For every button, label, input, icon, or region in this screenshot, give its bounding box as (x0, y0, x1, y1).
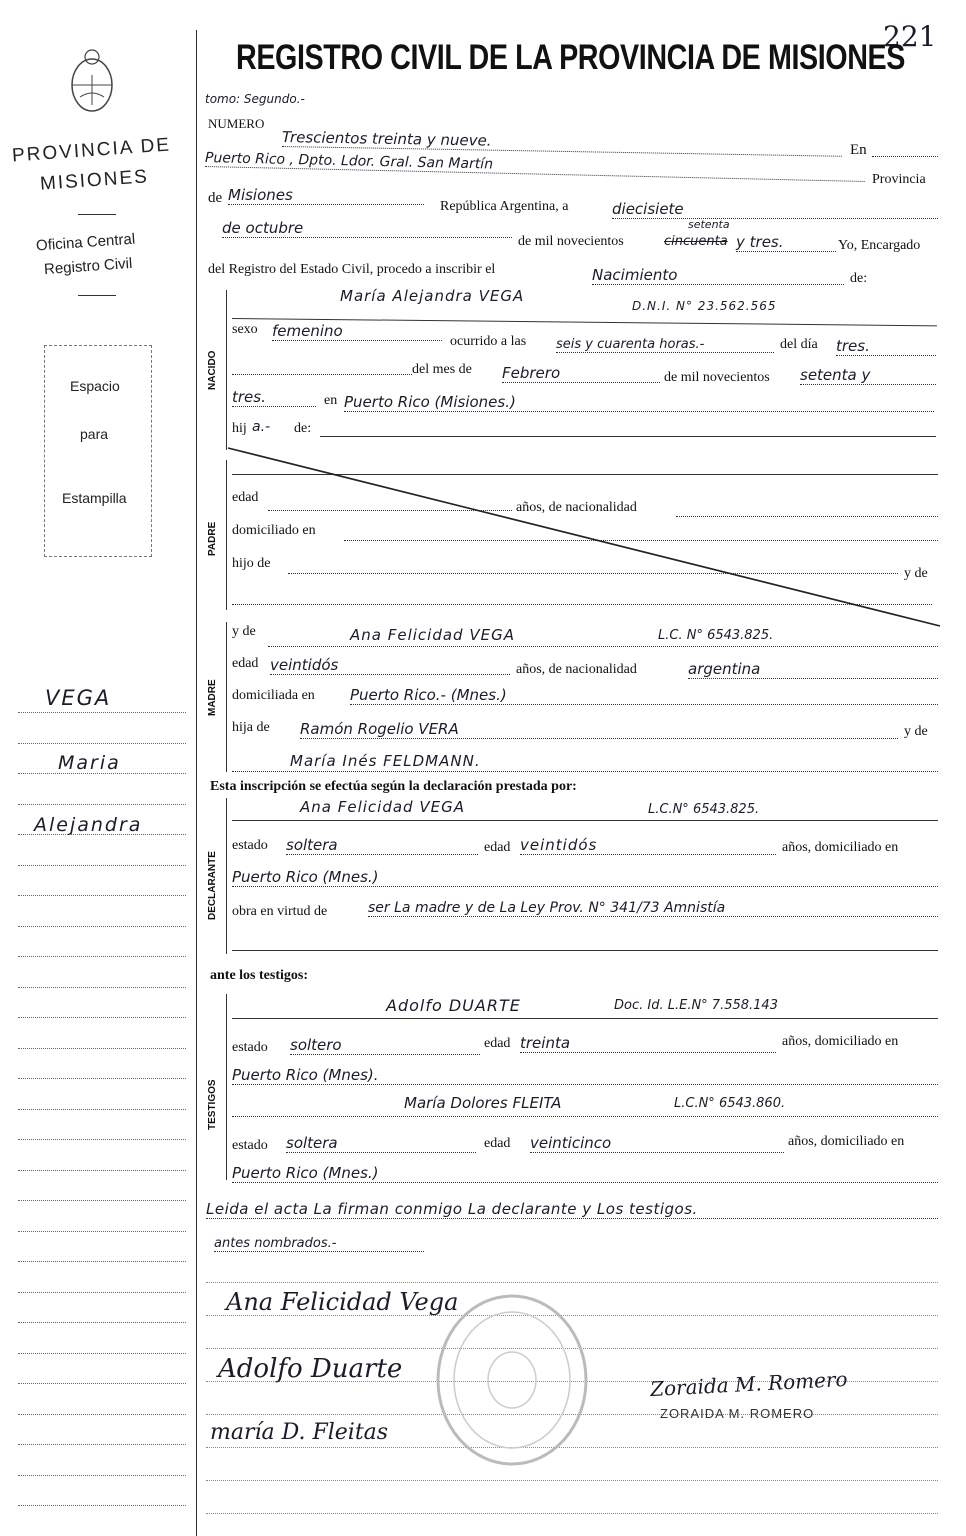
day: diecisiete (612, 200, 938, 219)
t2-edad-label: edad (484, 1136, 511, 1151)
hija-suffix: a.- (252, 419, 271, 435)
numero-label: NUMERO (208, 116, 265, 131)
province: Misiones (228, 186, 424, 205)
office-line2: Registro Civil (43, 254, 133, 279)
madre-dom-label: domiciliada en (232, 688, 315, 703)
section-madre: MADRE (207, 679, 218, 716)
margin-rule-line (18, 1475, 186, 1476)
ocurrido-label: ocurrido a las (450, 334, 527, 349)
t1-estado-label: estado (232, 1040, 268, 1055)
republica-label: República Argentina, a (440, 199, 569, 214)
margin-rule-line (18, 712, 186, 713)
province-line2: MISIONES (39, 166, 150, 195)
t2-domicilio: Puerto Rico (Mnes.) (232, 1164, 938, 1183)
padre-yde-label: y de (904, 566, 928, 581)
hora: seis y cuarenta horas.- (556, 337, 774, 353)
officer-stamp: ZORAIDA M. ROMERO (660, 1406, 815, 1421)
t2-estado: soltera (286, 1134, 476, 1153)
margin-rule-line (18, 1505, 186, 1506)
hija-de: de: (294, 421, 312, 436)
cancel-strike-line (226, 446, 942, 628)
signature-rule-line (206, 1480, 938, 1481)
coat-of-arms-icon (62, 45, 122, 124)
declarante-obra: ser La madre y de La Ley Prov. N° 341/73 Amnistía (368, 900, 938, 917)
place: Puerto Rico , Dpto. Ldor. Gral. San Martín (205, 150, 865, 182)
testigos-intro: ante los testigos: (210, 968, 308, 983)
madre-yde-label: y de (232, 624, 256, 639)
official-seal-icon (432, 1290, 592, 1474)
section-testigos: TESTIGOS (207, 1079, 218, 1130)
madre-name: Ana Felicidad VEGA (350, 626, 515, 644)
margin-rule-line (18, 1109, 186, 1110)
sexo-label: sexo (232, 322, 258, 337)
margin-surname: VEGA (45, 686, 112, 710)
stamp-space-3: Estampilla (62, 490, 127, 506)
t1-name: Adolfo DUARTE (386, 996, 521, 1015)
declarante-edad: veintidós (520, 836, 776, 855)
t2-edad: veinticinco (530, 1134, 784, 1153)
registry-label: del Registro del Estado Civil, procedo a inscribir el (208, 262, 496, 277)
padre-dom-label: domiciliado en (232, 523, 316, 538)
margin-rule-line (18, 1048, 186, 1049)
margin-rule-line (18, 773, 186, 774)
t2-doc: L.C.N° 6543.860. (674, 1096, 786, 1111)
madre-yde2: y de (904, 724, 928, 739)
t1-domicilio: Puerto Rico (Mnes). (232, 1066, 938, 1085)
numero-value: Trescientos treinta y nueve. (282, 128, 842, 157)
margin-rule-line (18, 926, 186, 927)
padre-edad-label: edad (232, 490, 259, 505)
t1-edad: treinta (520, 1034, 776, 1053)
stamp-space-box (44, 345, 152, 557)
de-colon: de: (850, 271, 868, 286)
lugar-label: en (324, 393, 338, 408)
madre-edad-label: edad (232, 656, 259, 671)
declarante-estado-label: estado (232, 838, 268, 853)
act-type: Nacimiento (592, 266, 844, 285)
declarante-estado: soltera (286, 836, 478, 855)
anio-cont: tres. (232, 388, 316, 407)
margin-rule-line (18, 1170, 186, 1171)
officer-signature: Zoraida M. Romero (649, 1366, 849, 1402)
section-padre: PADRE (207, 521, 218, 556)
hija-label: hij (232, 421, 247, 436)
margin-rule-line (18, 1292, 186, 1293)
signature-rule-line (206, 1513, 938, 1514)
anio: setenta y (800, 366, 936, 385)
office-line1: Oficina Central (35, 230, 136, 255)
padre-hijo-label: hijo de (232, 556, 271, 571)
margin-rule-line (18, 1414, 186, 1415)
margin-rule-line (18, 1231, 186, 1232)
t1-estado: soltero (290, 1036, 480, 1055)
margin-rule-line (18, 987, 186, 988)
margin-rule-line (18, 1017, 186, 1018)
stamp-space-1: Espacio (70, 378, 120, 394)
declarante-doc: L.C.N° 6543.825. (648, 802, 760, 817)
section-declarante: DECLARANTE (207, 851, 218, 920)
margin-rule-line (18, 1383, 186, 1384)
year-label: de mil novecientos (518, 234, 624, 249)
margin-rule-line (18, 865, 186, 866)
t2-dom-label: años, domiciliado en (788, 1134, 905, 1149)
stamp-space-2: para (80, 426, 109, 442)
madre-nacionalidad: argentina (688, 660, 938, 679)
margin-rule-line (18, 834, 186, 835)
declarante-name: Ana Felicidad VEGA (300, 798, 465, 816)
margin-rule-line (18, 1444, 186, 1445)
signature-2: Adolfo Duarte (218, 1354, 403, 1384)
declarante-dom-label: años, domiciliado en (782, 840, 899, 855)
madre-father: Ramón Rogelio VERA (300, 720, 898, 739)
year-struck: cincuenta (664, 234, 728, 249)
province-line1: PROVINCIA DE (11, 134, 172, 167)
sexo: femenino (272, 322, 442, 341)
declarante-intro: Esta inscripción se efectúa según la declaración prestada por: (210, 779, 577, 794)
margin-rule-line (18, 1139, 186, 1140)
margin-rule-line (18, 956, 186, 957)
mes-label: del mes de (412, 362, 472, 377)
signature-3: maría D. Fleitas (210, 1420, 389, 1445)
madre-mother: María Inés FELDMANN. (290, 752, 481, 770)
declarante-domicilio: Puerto Rico (Mnes.) (232, 868, 938, 887)
page-number: 221 (883, 20, 937, 53)
madre-domicilio: Puerto Rico.- (Mnes.) (350, 686, 938, 705)
margin-first-name: Maria (58, 752, 121, 774)
margin-rule-line (18, 895, 186, 896)
anio-label: de mil novecientos (664, 370, 770, 385)
margin-rule-line (18, 1200, 186, 1201)
mes: Febrero (502, 364, 660, 383)
margin-rule-line (18, 804, 186, 805)
year-inserted: setenta (688, 218, 730, 231)
closing-line2: antes nombrados.- (214, 1236, 424, 1252)
page-title: REGISTRO CIVIL DE LA PROVINCIA DE MISIONES (236, 38, 906, 77)
lugar: Puerto Rico (Misiones.) (344, 393, 934, 412)
madre-doc: L.C. N° 6543.825. (658, 628, 774, 643)
margin-rule-line (18, 1261, 186, 1262)
nacido-doc: D.N.I. N° 23.562.565 (632, 299, 777, 313)
margin-rule-line (18, 1078, 186, 1079)
madre-edad: veintidós (270, 656, 510, 675)
madre-nac-label: años, de nacionalidad (516, 662, 637, 677)
dia-label: del día (780, 337, 818, 352)
t2-estado-label: estado (232, 1138, 268, 1153)
t1-edad-label: edad (484, 1036, 511, 1051)
signature-rule-line (206, 1282, 938, 1283)
t1-doc: Doc. Id. L.E.N° 7.558.143 (614, 998, 778, 1013)
en-label: En (850, 142, 867, 158)
padre-nac-label: años, de nacionalidad (516, 500, 637, 515)
madre-hija-label: hija de (232, 720, 270, 735)
t2-name: María Dolores FLEITA (404, 1094, 562, 1112)
declarante-obra-label: obra en virtud de (232, 904, 328, 919)
month: de octubre (222, 219, 512, 238)
closing-line1: Leida el acta La firman conmigo La declarante y Los testigos. (206, 1200, 938, 1219)
margin-rule-line (18, 1322, 186, 1323)
dia: tres. (836, 337, 936, 356)
t1-dom-label: años, domiciliado en (782, 1034, 899, 1049)
nacido-name: María Alejandra VEGA (340, 287, 525, 305)
signature-1: Ana Felicidad Vega (226, 1288, 459, 1316)
de-label: de (208, 190, 223, 206)
year-tail: y tres. (736, 233, 836, 252)
margin-second-name: Alejandra (34, 814, 143, 836)
encargado-label: Yo, Encargado (838, 238, 921, 253)
tomo: tomo: Segundo.- (205, 92, 305, 106)
section-nacido: NACIDO (207, 350, 218, 390)
declarante-edad-label: edad (484, 840, 511, 855)
provincia-label: Provincia (872, 172, 926, 187)
margin-rule-line (18, 743, 186, 744)
margin-rule-line (18, 1353, 186, 1354)
